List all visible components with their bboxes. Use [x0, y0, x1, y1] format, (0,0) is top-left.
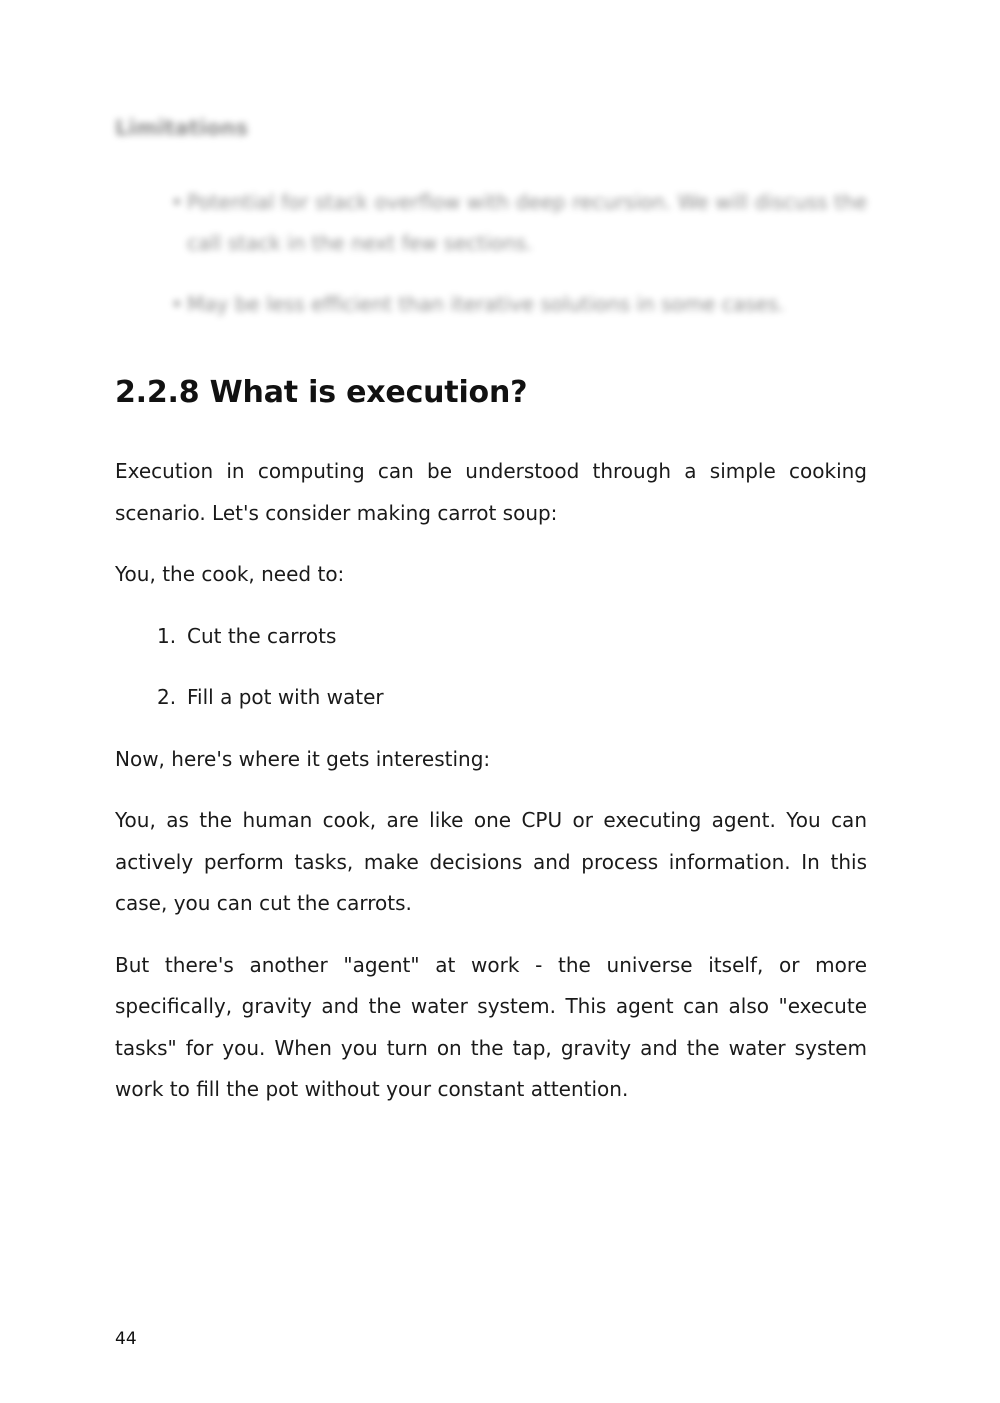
step-text: Cut the carrots	[187, 623, 337, 648]
step-text: Fill a pot with water	[187, 685, 384, 709]
section-title: 2.2.8 What is execution?	[115, 375, 528, 410]
list-item	[157, 677, 867, 719]
transition-paragraph: Now, here's where it gets interesting:	[115, 746, 491, 771]
blurred-bullet-item: • May be less efficient than iterative solutions in some cases.	[187, 284, 867, 325]
step-number: 1.	[157, 623, 177, 648]
universe-agent-paragraph: But there's another "agent" at work - the universe itself, or more specifically, gravity and the water system. This agent can also "execute tasks" for you. When you turn on the tap, gravity and the water system work to fill the pot without your constant attention.	[115, 952, 867, 1101]
list-item	[157, 616, 867, 658]
step-number: 2.	[157, 685, 177, 709]
blurred-previous-section	[115, 112, 867, 345]
intro-paragraph: Execution in computing can be understood through a simple cooking scenario. Let's consider making carrot soup:	[115, 459, 867, 525]
lead-paragraph: You, the cook, need to:	[115, 562, 345, 586]
blurred-bullet-list	[115, 182, 867, 325]
section-body	[115, 451, 867, 1131]
cook-cpu-paragraph: You, as the human cook, are like one CPU or executing agent. You can actively perform tasks, make decisions and process information. In this case, you can cut the carrots.	[115, 808, 867, 915]
page-number: 44	[115, 1329, 137, 1349]
blurred-heading: Limitations	[115, 116, 248, 140]
steps-list	[115, 616, 867, 719]
blurred-bullet-item: • Potential for stack overflow with deep recursion. We will discuss the call stack in the next few sections.	[187, 182, 867, 264]
